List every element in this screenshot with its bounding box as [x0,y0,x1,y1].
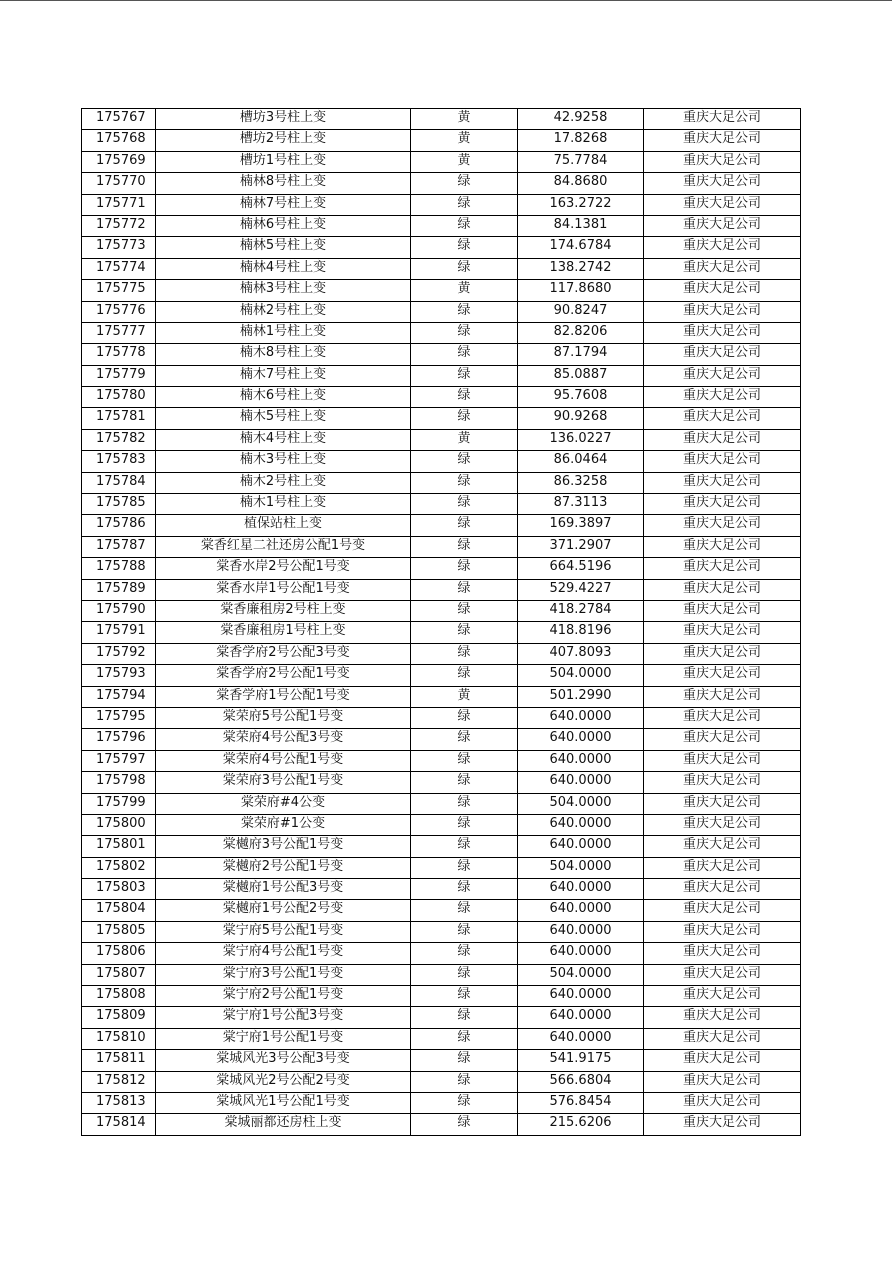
name-cell: 棠宁府5号公配1号变 [156,921,411,942]
company-cell: 重庆大足公司 [644,836,801,857]
status-cell: 绿 [411,215,518,236]
table-row [82,258,801,279]
company-cell: 重庆大足公司 [644,814,801,835]
id-cell: 175792 [82,643,156,664]
company-cell: 重庆大足公司 [644,451,801,472]
value-cell: 501.2990 [518,686,644,707]
table-row [82,836,801,857]
company-cell: 重庆大足公司 [644,515,801,536]
value-cell: 576.8454 [518,1092,644,1113]
table-row [82,686,801,707]
value-cell: 541.9175 [518,1050,644,1071]
status-cell: 绿 [411,515,518,536]
company-cell: 重庆大足公司 [644,772,801,793]
table-row [82,280,801,301]
name-cell: 楠木3号柱上变 [156,451,411,472]
company-cell: 重庆大足公司 [644,857,801,878]
company-cell: 重庆大足公司 [644,173,801,194]
name-cell: 植保站柱上变 [156,515,411,536]
company-cell: 重庆大足公司 [644,1050,801,1071]
value-cell: 95.7608 [518,387,644,408]
name-cell: 楠林6号柱上变 [156,215,411,236]
id-cell: 175773 [82,237,156,258]
company-cell: 重庆大足公司 [644,793,801,814]
company-cell: 重庆大足公司 [644,600,801,621]
status-cell: 黄 [411,130,518,151]
name-cell: 棠香廉租房1号柱上变 [156,622,411,643]
table-row [82,429,801,450]
status-cell: 绿 [411,643,518,664]
table-row [82,1092,801,1113]
name-cell: 楠林8号柱上变 [156,173,411,194]
name-cell: 棠城风光2号公配2号变 [156,1071,411,1092]
transformer-table [81,108,801,1136]
status-cell: 绿 [411,173,518,194]
company-cell: 重庆大足公司 [644,1071,801,1092]
name-cell: 楠木2号柱上变 [156,472,411,493]
id-cell: 175794 [82,686,156,707]
id-cell: 175784 [82,472,156,493]
name-cell: 楠林7号柱上变 [156,194,411,215]
table-row [82,986,801,1007]
table-row [82,451,801,472]
company-cell: 重庆大足公司 [644,643,801,664]
id-cell: 175786 [82,515,156,536]
name-cell: 棠香学府2号公配3号变 [156,643,411,664]
table-row [82,344,801,365]
id-cell: 175777 [82,322,156,343]
value-cell: 86.3258 [518,472,644,493]
company-cell: 重庆大足公司 [644,536,801,557]
table-row [82,707,801,728]
id-cell: 175769 [82,151,156,172]
value-cell: 640.0000 [518,879,644,900]
id-cell: 175801 [82,836,156,857]
value-cell: 640.0000 [518,1007,644,1028]
value-cell: 640.0000 [518,729,644,750]
value-cell: 504.0000 [518,665,644,686]
name-cell: 楠木7号柱上变 [156,365,411,386]
name-cell: 棠香红星二社还房公配1号变 [156,536,411,557]
status-cell: 黄 [411,429,518,450]
table-row [82,322,801,343]
table-row [82,237,801,258]
status-cell: 绿 [411,237,518,258]
value-cell: 640.0000 [518,986,644,1007]
id-cell: 175796 [82,729,156,750]
table-row [82,921,801,942]
company-cell: 重庆大足公司 [644,130,801,151]
status-cell: 绿 [411,536,518,557]
value-cell: 407.8093 [518,643,644,664]
status-cell: 绿 [411,1114,518,1135]
name-cell: 棠荣府3号公配1号变 [156,772,411,793]
id-cell: 175800 [82,814,156,835]
value-cell: 640.0000 [518,1028,644,1049]
id-cell: 175779 [82,365,156,386]
company-cell: 重庆大足公司 [644,900,801,921]
id-cell: 175808 [82,986,156,1007]
name-cell: 棠荣府4号公配3号变 [156,729,411,750]
name-cell: 棠香学府1号公配1号变 [156,686,411,707]
name-cell: 楠木8号柱上变 [156,344,411,365]
name-cell: 楠林4号柱上变 [156,258,411,279]
status-cell: 绿 [411,707,518,728]
table-row [82,472,801,493]
company-cell: 重庆大足公司 [644,986,801,1007]
id-cell: 175776 [82,301,156,322]
company-cell: 重庆大足公司 [644,879,801,900]
table-row [82,151,801,172]
table-row [82,750,801,771]
id-cell: 175806 [82,943,156,964]
table-row [82,772,801,793]
value-cell: 418.8196 [518,622,644,643]
name-cell: 棠宁府1号公配3号变 [156,1007,411,1028]
id-cell: 175804 [82,900,156,921]
value-cell: 117.8680 [518,280,644,301]
status-cell: 绿 [411,814,518,835]
company-cell: 重庆大足公司 [644,707,801,728]
table-row [82,1007,801,1028]
id-cell: 175789 [82,579,156,600]
id-cell: 175805 [82,921,156,942]
company-cell: 重庆大足公司 [644,579,801,600]
name-cell: 棠城风光1号公配1号变 [156,1092,411,1113]
table-row [82,1114,801,1135]
company-cell: 重庆大足公司 [644,943,801,964]
status-cell: 绿 [411,1092,518,1113]
table-row [82,1028,801,1049]
table-row [82,194,801,215]
status-cell: 绿 [411,579,518,600]
status-cell: 绿 [411,879,518,900]
id-cell: 175785 [82,494,156,515]
company-cell: 重庆大足公司 [644,750,801,771]
name-cell: 棠宁府1号公配1号变 [156,1028,411,1049]
table-row [82,622,801,643]
table-row [82,130,801,151]
status-cell: 绿 [411,1071,518,1092]
status-cell: 绿 [411,472,518,493]
company-cell: 重庆大足公司 [644,280,801,301]
status-cell: 绿 [411,986,518,1007]
id-cell: 175778 [82,344,156,365]
value-cell: 174.6784 [518,237,644,258]
value-cell: 136.0227 [518,429,644,450]
status-cell: 黄 [411,280,518,301]
company-cell: 重庆大足公司 [644,494,801,515]
name-cell: 棠香学府2号公配1号变 [156,665,411,686]
id-cell: 175813 [82,1092,156,1113]
company-cell: 重庆大足公司 [644,1092,801,1113]
company-cell: 重庆大足公司 [644,558,801,579]
name-cell: 棠城风光3号公配3号变 [156,1050,411,1071]
name-cell: 棠香廉租房2号柱上变 [156,600,411,621]
value-cell: 640.0000 [518,750,644,771]
name-cell: 棠荣府#1公变 [156,814,411,835]
company-cell: 重庆大足公司 [644,109,801,130]
id-cell: 175802 [82,857,156,878]
table-row [82,814,801,835]
company-cell: 重庆大足公司 [644,194,801,215]
value-cell: 138.2742 [518,258,644,279]
id-cell: 175771 [82,194,156,215]
id-cell: 175775 [82,280,156,301]
name-cell: 楠木1号柱上变 [156,494,411,515]
name-cell: 楠木6号柱上变 [156,387,411,408]
status-cell: 绿 [411,665,518,686]
table-row [82,943,801,964]
company-cell: 重庆大足公司 [644,1007,801,1028]
value-cell: 75.7784 [518,151,644,172]
id-cell: 175768 [82,130,156,151]
name-cell: 棠宁府4号公配1号变 [156,943,411,964]
value-cell: 640.0000 [518,836,644,857]
status-cell: 绿 [411,408,518,429]
value-cell: 84.1381 [518,215,644,236]
table-row [82,408,801,429]
name-cell: 楠林5号柱上变 [156,237,411,258]
table-row [82,600,801,621]
value-cell: 640.0000 [518,921,644,942]
id-cell: 175807 [82,964,156,985]
table-row [82,857,801,878]
value-cell: 504.0000 [518,857,644,878]
status-cell: 绿 [411,365,518,386]
company-cell: 重庆大足公司 [644,1028,801,1049]
value-cell: 640.0000 [518,707,644,728]
status-cell: 绿 [411,301,518,322]
name-cell: 棠城丽都还房柱上变 [156,1114,411,1135]
status-cell: 绿 [411,900,518,921]
company-cell: 重庆大足公司 [644,322,801,343]
value-cell: 87.1794 [518,344,644,365]
id-cell: 175793 [82,665,156,686]
name-cell: 楠林2号柱上变 [156,301,411,322]
table-row [82,387,801,408]
name-cell: 棠香水岸1号公配1号变 [156,579,411,600]
status-cell: 绿 [411,857,518,878]
id-cell: 175783 [82,451,156,472]
value-cell: 42.9258 [518,109,644,130]
id-cell: 175788 [82,558,156,579]
name-cell: 槽坊1号柱上变 [156,151,411,172]
company-cell: 重庆大足公司 [644,921,801,942]
status-cell: 绿 [411,772,518,793]
table-row [82,579,801,600]
status-cell: 绿 [411,387,518,408]
status-cell: 绿 [411,322,518,343]
value-cell: 640.0000 [518,900,644,921]
id-cell: 175803 [82,879,156,900]
id-cell: 175814 [82,1114,156,1135]
value-cell: 82.8206 [518,322,644,343]
id-cell: 175782 [82,429,156,450]
name-cell: 棠荣府#4公变 [156,793,411,814]
table-body [82,109,801,1136]
name-cell: 棠樾府3号公配1号变 [156,836,411,857]
status-cell: 绿 [411,943,518,964]
value-cell: 90.8247 [518,301,644,322]
table-row [82,301,801,322]
id-cell: 175772 [82,215,156,236]
company-cell: 重庆大足公司 [644,665,801,686]
company-cell: 重庆大足公司 [644,387,801,408]
value-cell: 90.9268 [518,408,644,429]
value-cell: 84.8680 [518,173,644,194]
name-cell: 槽坊2号柱上变 [156,130,411,151]
value-cell: 640.0000 [518,772,644,793]
name-cell: 棠樾府2号公配1号变 [156,857,411,878]
name-cell: 棠宁府3号公配1号变 [156,964,411,985]
name-cell: 棠樾府1号公配3号变 [156,879,411,900]
table-row [82,793,801,814]
name-cell: 楠木5号柱上变 [156,408,411,429]
status-cell: 绿 [411,558,518,579]
company-cell: 重庆大足公司 [644,365,801,386]
id-cell: 175767 [82,109,156,130]
name-cell: 楠林1号柱上变 [156,322,411,343]
table-row [82,964,801,985]
value-cell: 418.2784 [518,600,644,621]
name-cell: 棠樾府1号公配2号变 [156,900,411,921]
value-cell: 640.0000 [518,814,644,835]
name-cell: 棠荣府5号公配1号变 [156,707,411,728]
company-cell: 重庆大足公司 [644,472,801,493]
table-row [82,665,801,686]
status-cell: 绿 [411,1028,518,1049]
table-row [82,536,801,557]
company-cell: 重庆大足公司 [644,258,801,279]
status-cell: 绿 [411,921,518,942]
status-cell: 绿 [411,258,518,279]
id-cell: 175787 [82,536,156,557]
value-cell: 504.0000 [518,793,644,814]
status-cell: 绿 [411,600,518,621]
status-cell: 绿 [411,964,518,985]
company-cell: 重庆大足公司 [644,1114,801,1135]
value-cell: 215.6206 [518,1114,644,1135]
value-cell: 17.8268 [518,130,644,151]
id-cell: 175795 [82,707,156,728]
value-cell: 640.0000 [518,943,644,964]
value-cell: 529.4227 [518,579,644,600]
table-row [82,643,801,664]
table-row [82,494,801,515]
status-cell: 黄 [411,109,518,130]
table-row [82,215,801,236]
table-row [82,1050,801,1071]
status-cell: 绿 [411,729,518,750]
company-cell: 重庆大足公司 [644,429,801,450]
name-cell: 楠林3号柱上变 [156,280,411,301]
name-cell: 棠香水岸2号公配1号变 [156,558,411,579]
company-cell: 重庆大足公司 [644,686,801,707]
id-cell: 175812 [82,1071,156,1092]
value-cell: 566.6804 [518,1071,644,1092]
name-cell: 楠木4号柱上变 [156,429,411,450]
id-cell: 175811 [82,1050,156,1071]
value-cell: 85.0887 [518,365,644,386]
company-cell: 重庆大足公司 [644,215,801,236]
value-cell: 169.3897 [518,515,644,536]
value-cell: 371.2907 [518,536,644,557]
status-cell: 绿 [411,750,518,771]
name-cell: 棠宁府2号公配1号变 [156,986,411,1007]
value-cell: 163.2722 [518,194,644,215]
id-cell: 175798 [82,772,156,793]
value-cell: 87.3113 [518,494,644,515]
status-cell: 绿 [411,451,518,472]
name-cell: 棠荣府4号公配1号变 [156,750,411,771]
table-row [82,1071,801,1092]
id-cell: 175790 [82,600,156,621]
company-cell: 重庆大足公司 [644,344,801,365]
table-row [82,173,801,194]
table-row [82,879,801,900]
status-cell: 绿 [411,1050,518,1071]
company-cell: 重庆大足公司 [644,964,801,985]
status-cell: 黄 [411,686,518,707]
page-top-border [0,0,892,1]
id-cell: 175781 [82,408,156,429]
id-cell: 175797 [82,750,156,771]
id-cell: 175810 [82,1028,156,1049]
company-cell: 重庆大足公司 [644,237,801,258]
id-cell: 175780 [82,387,156,408]
company-cell: 重庆大足公司 [644,301,801,322]
value-cell: 664.5196 [518,558,644,579]
table-row [82,558,801,579]
status-cell: 绿 [411,836,518,857]
value-cell: 504.0000 [518,964,644,985]
name-cell: 槽坊3号柱上变 [156,109,411,130]
table-row [82,109,801,130]
company-cell: 重庆大足公司 [644,408,801,429]
status-cell: 绿 [411,494,518,515]
company-cell: 重庆大足公司 [644,622,801,643]
value-cell: 86.0464 [518,451,644,472]
id-cell: 175809 [82,1007,156,1028]
company-cell: 重庆大足公司 [644,151,801,172]
status-cell: 绿 [411,344,518,365]
status-cell: 绿 [411,622,518,643]
id-cell: 175799 [82,793,156,814]
status-cell: 绿 [411,1007,518,1028]
company-cell: 重庆大足公司 [644,729,801,750]
id-cell: 175774 [82,258,156,279]
table-row [82,900,801,921]
status-cell: 黄 [411,151,518,172]
id-cell: 175791 [82,622,156,643]
table-row [82,729,801,750]
id-cell: 175770 [82,173,156,194]
table-row [82,365,801,386]
status-cell: 绿 [411,194,518,215]
status-cell: 绿 [411,793,518,814]
table-row [82,515,801,536]
